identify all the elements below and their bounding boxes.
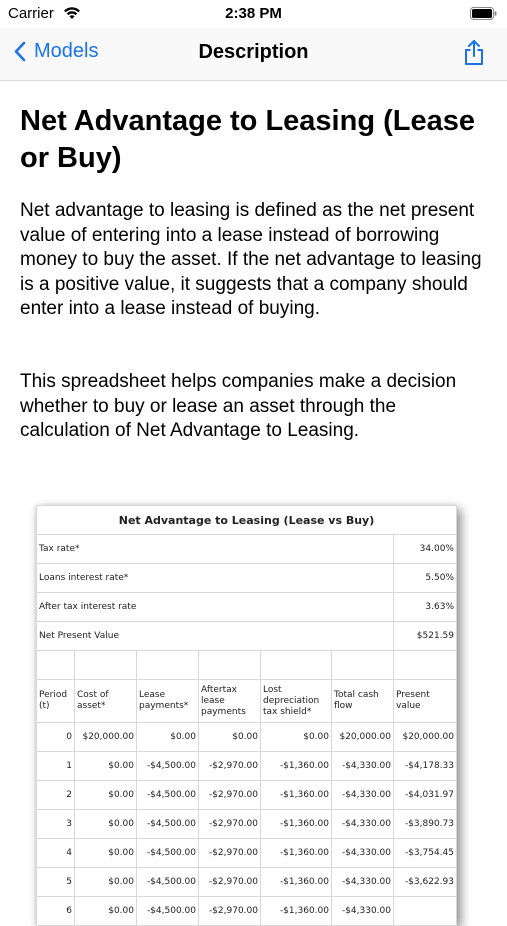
column-header: Total cash flow [332,680,394,723]
table-cell: $0.00 [75,868,137,897]
table-cell: $0.00 [137,723,199,752]
table-cell: $0.00 [199,723,261,752]
table-cell: 0 [37,723,75,752]
input-label: Loans interest rate* [37,564,394,593]
model-heading: Net Advantage to Leasing (Lease or Buy) [20,105,475,174]
table-cell: -$2,970.00 [199,810,261,839]
table-row [37,839,457,868]
table-cell: 5 [37,868,75,897]
table-cell: -$4,500.00 [137,897,199,926]
carrier-label: Carrier [8,5,54,22]
column-header: Cost of asset* [75,680,137,723]
table-cell: -$4,500.00 [137,868,199,897]
column-header: Aftertax lease payments [199,680,261,723]
table-cell: -$4,330.00 [332,839,394,868]
table-cell: -$4,330.00 [332,781,394,810]
table-cell: 4 [37,839,75,868]
input-label: Net Present Value [37,622,394,651]
column-header: Period (t) [37,680,75,723]
input-label: Tax rate* [37,535,394,564]
share-button[interactable] [463,40,485,71]
spreadsheet-preview-image [36,505,457,925]
table-cell: -$1,360.00 [261,868,332,897]
table-cell: $0.00 [261,723,332,752]
table-cell: $0.00 [75,810,137,839]
input-label: After tax interest rate [37,593,394,622]
sheet-input-row [37,593,457,622]
sheet-title: Net Advantage to Leasing (Lease vs Buy) [37,506,457,535]
table-cell: -$4,500.00 [137,752,199,781]
table-cell: $20,000.00 [394,723,457,752]
status-bar [0,0,507,28]
table-cell: -$3,754.45 [394,839,457,868]
table-row [37,781,457,810]
table-cell: -$4,330.00 [332,810,394,839]
navigation-bar [0,28,507,81]
table-cell: -$4,178.33 [394,752,457,781]
table-row [37,897,457,926]
sheet-input-row [37,564,457,593]
table-row [37,752,457,781]
table-cell: $20,000.00 [75,723,137,752]
clock-time: 2:38 PM [225,5,282,22]
table-cell: -$4,330.00 [332,897,394,926]
table-cell: $0.00 [75,839,137,868]
table-cell: -$1,360.00 [261,752,332,781]
input-value: 3.63% [394,593,457,622]
share-icon [463,40,485,66]
table-row [37,723,457,752]
table-cell: -$1,360.00 [261,897,332,926]
sheet-input-row [37,535,457,564]
input-value: 34.00% [394,535,457,564]
table-cell: -$1,360.00 [261,781,332,810]
description-paragraph-2: This spreadsheet helps companies make a decision whether to buy or lease an asset through the calculation of Net Advantage to Leasing. [20,371,457,441]
description-paragraph-1: Net advantage to leasing is defined as the net present value of entering into a lease instead of borrowing money to buy the asset. If the net advantage to leasing is a positive value, it suggests that a company should enter into a lease instead of buying. [20,200,482,319]
table-cell: -$4,500.00 [137,810,199,839]
table-cell: 1 [37,752,75,781]
table-cell: 3 [37,810,75,839]
table-cell: -$2,970.00 [199,781,261,810]
table-cell: 6 [37,897,75,926]
column-header: Lost depreciation tax shield* [261,680,332,723]
table-cell: -$2,970.00 [199,839,261,868]
table-cell: $0.00 [75,897,137,926]
sheet-input-row [37,622,457,651]
input-value: 5.50% [394,564,457,593]
input-value: $521.59 [394,622,457,651]
table-cell: -$2,970.00 [199,752,261,781]
table-cell: -$4,330.00 [332,868,394,897]
table-cell: -$2,970.00 [199,897,261,926]
column-header: Present value [394,680,457,723]
table-cell: $0.00 [75,752,137,781]
table-cell: -$4,500.00 [137,839,199,868]
back-button-label: Models [34,40,99,62]
description-content[interactable] [0,81,507,916]
column-header: Lease payments* [137,680,199,723]
table-cell: -$1,360.00 [261,839,332,868]
table-cell: -$4,330.00 [332,752,394,781]
table-cell: 2 [37,781,75,810]
table-cell: -$1,360.00 [261,810,332,839]
table-cell: -$3,890.73 [394,810,457,839]
table-cell: $20,000.00 [332,723,394,752]
page-title: Description [198,41,309,63]
table-cell: -$4,500.00 [137,781,199,810]
table-cell: -$2,970.00 [199,868,261,897]
table-cell: -$3,622.93 [394,868,457,897]
sheet-spacer-row [37,651,457,680]
sheet-header-row [37,680,457,723]
table-cell: $0.00 [75,781,137,810]
table-row [37,810,457,839]
table-cell: -$4,031.97 [394,781,457,810]
table-cell [394,897,457,926]
battery-icon [470,7,497,25]
table-row [37,868,457,897]
